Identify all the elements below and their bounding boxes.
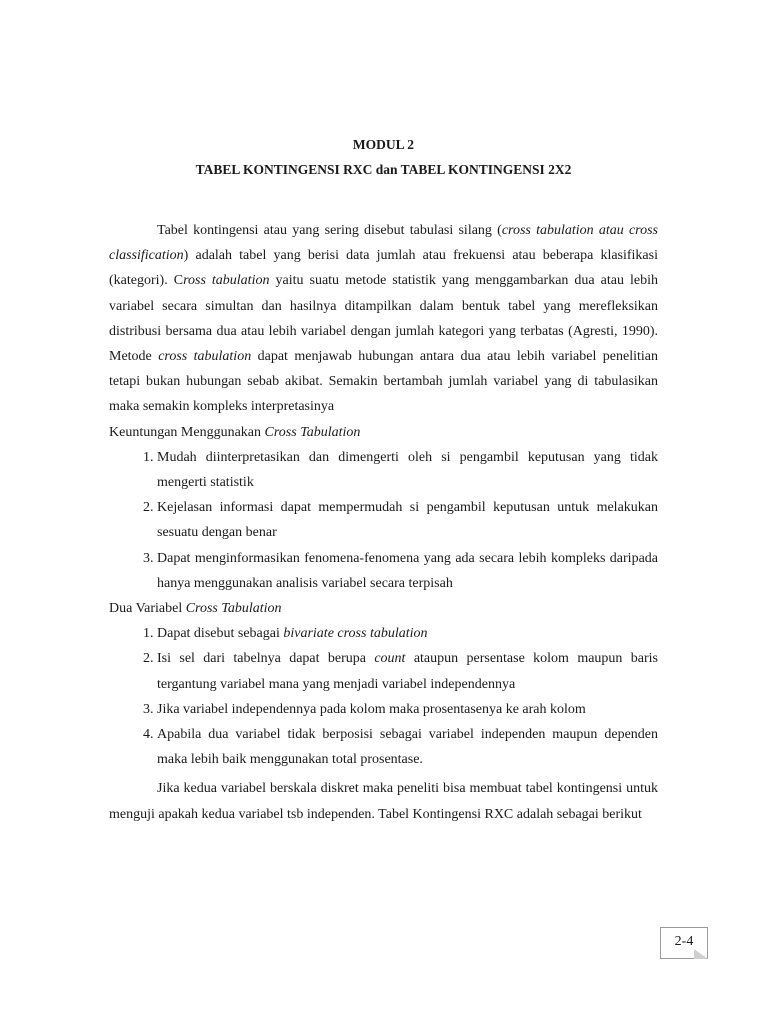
intro-paragraph xyxy=(109,218,658,420)
item-italic: bivariate cross tabulation xyxy=(283,626,428,642)
module-label: MODUL 2 xyxy=(352,137,415,152)
list-item xyxy=(157,621,658,646)
list-item: 2. Kejelasan informasi dapat mempermudah si pengambil keputusan untuk melakukan sesuatu dengan benar xyxy=(157,495,658,545)
advantages-heading-italic: Cross Tabulation xyxy=(264,424,361,440)
item-text-rest: ataupun persentase kolom maupun baris tergantung variabel mana yang menjadi variabel independennya xyxy=(157,651,658,692)
intro-text-3: yaitu suatu metode statistik yang menggambarkan dua atau lebih variabel secara simultan dan hasilnya ditampilkan dalam bentuk tabel yang merefleksikan distribusi bersama dua atau lebih variabel dengan jumlah kategori yang terbatas (Agresti, 1990). Metode xyxy=(109,273,658,365)
list-item: 4. Apabila dua variabel tidak berposisi sebagai variabel independen maupun dependen maka lebih baik menggunakan total prosentase. xyxy=(157,722,658,772)
page-curl-decoration xyxy=(694,949,708,959)
advantages-list xyxy=(109,445,658,596)
intro-italic-2: ross tabulation xyxy=(183,273,270,289)
two-variable-list xyxy=(109,621,658,772)
intro-italic-1: cross tabulation atau cross classification xyxy=(109,223,658,264)
item-text: Isi sel dari tabelnya dapat berupa xyxy=(157,651,375,667)
list-item: 1. Mudah diinterpretasikan dan dimengerti oleh si pengambil keputusan yang tidak mengerti statistik xyxy=(157,445,658,495)
list-item: 3. Dapat menginformasikan fenomena-fenomena yang ada secara lebih kompleks daripada hanya menggunakan analisis variabel secara terpisah xyxy=(157,546,658,596)
page-number-box xyxy=(660,927,708,959)
intro-italic-3: cross tabulation xyxy=(158,349,252,365)
list-item xyxy=(157,646,658,696)
two-variable-heading xyxy=(109,596,658,621)
document-body xyxy=(109,218,658,827)
item-italic: count xyxy=(374,651,406,667)
list-item: 3. Jika variabel independennya pada kolom maka prosentasenya ke arah kolom xyxy=(157,697,658,722)
item-text: Dapat disebut sebagai xyxy=(157,626,284,642)
two-variable-heading-text: Dua Variabel xyxy=(109,601,186,617)
advantages-heading xyxy=(109,420,658,445)
intro-text-4: dapat menjawab hubungan antara dua atau lebih variabel penelitian tetapi bukan hubungan sebab akibat. Semakin bertambah jumlah variabel yang di tabulasikan maka semakin kompleks interpretasinya xyxy=(109,349,658,415)
two-variable-heading-italic: Cross Tabulation xyxy=(185,601,282,617)
closing-paragraph: Jika kedua variabel berskala diskret maka peneliti bisa membuat tabel kontingensi untuk menguji apakah kedua variabel tsb independen. Tabel Kontingensi RXC adalah sebagai berikut xyxy=(109,781,658,822)
page-number: 2-4 xyxy=(674,934,694,949)
advantages-heading-text: Keuntungan Menggunakan xyxy=(109,424,265,440)
intro-text-2: ) adalah tabel yang berisi data jumlah atau frekuensi atau beberapa klasifikasi (kategori). C xyxy=(109,248,658,289)
intro-text-1: Tabel kontingensi atau yang sering disebut tabulasi silang ( xyxy=(157,223,502,238)
page-title: TABEL KONTINGENSI RXC dan TABEL KONTINGENSI 2X2 xyxy=(195,162,572,177)
